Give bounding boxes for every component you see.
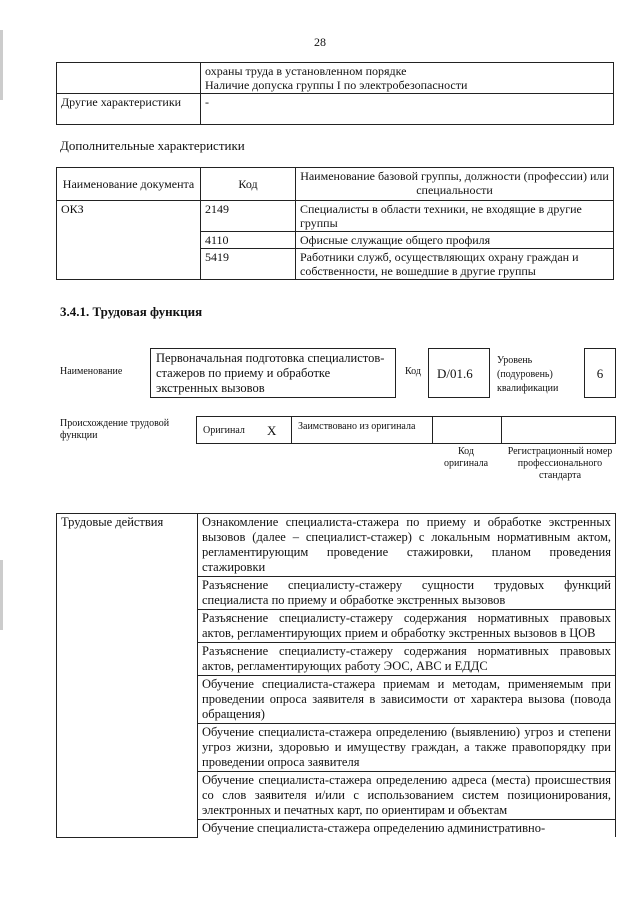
section-title: 3.4.1. Трудовая функция bbox=[60, 304, 203, 319]
header-doc: Наименование документа bbox=[57, 168, 201, 201]
labor-action: Обучение специалиста-стажера определению административно- bbox=[198, 820, 616, 838]
labor-action: Обучение специалиста-стажера определению (выявлению) угроз и степени угроз жизни, здоровью и имуществу граждан, а также правопорядку при проведении опроса заявителя bbox=[198, 724, 616, 772]
qualification-level: 6 bbox=[584, 348, 616, 398]
code-original-cell bbox=[432, 416, 502, 444]
header-name: Наименование базовой группы, должности (профессии) или специальности bbox=[296, 168, 614, 201]
req-line: охраны труда в установленном порядке bbox=[205, 64, 407, 78]
name-label: Наименование bbox=[60, 366, 123, 377]
function-name: Первоначальная подготовка специалистов-стажеров по приему и обработке экстренных вызовов bbox=[150, 348, 396, 398]
labor-action: Разъяснение специалисту-стажеру сущности трудовых функций специалиста по приему и обработке экстренных вызовов bbox=[198, 577, 616, 610]
labor-action: Ознакомление специалиста-стажера по приему и обработке экстренных вызовов (далее – специалист-стажер) с локальным нормативным актом, регламентирующим проведение стажировки, планом проведения стажировки bbox=[198, 514, 616, 577]
requirements-table bbox=[56, 62, 614, 125]
labor-action: Обучение специалиста-стажера определению адреса (места) происшествия со слов заявителя и/или с использованием систем позиционирования, электронных и печатных карт, по ориентирам и объектам bbox=[198, 772, 616, 820]
reg-number-cell bbox=[501, 416, 616, 444]
labor-action: Разъяснение специалисту-стажеру содержания нормативных правовых актов, регламентирующих работу ЭОС, АВС и ЕДДС bbox=[198, 643, 616, 676]
origin-label: Происхождение трудовой функции bbox=[60, 418, 170, 441]
labor-actions-table bbox=[56, 513, 616, 838]
okz-name: Работники служб, осуществляющих охрану граждан и собственности, не вошедшие в другие группы bbox=[296, 249, 614, 280]
labor-action: Обучение специалиста-стажера приемам и методам, применяемым при проведении опроса заявителя в зависимости от характера вызова (повода обращения) bbox=[198, 676, 616, 724]
okz-code: 4110 bbox=[201, 232, 296, 249]
okz-table bbox=[56, 167, 614, 280]
other-characteristics-value: - bbox=[201, 94, 614, 125]
okz-code: 5419 bbox=[201, 249, 296, 280]
labor-actions-label: Трудовые действия bbox=[57, 514, 198, 838]
function-code: D/01.6 bbox=[428, 348, 490, 398]
code-original-caption: Код оригинала bbox=[443, 446, 489, 469]
original-label: Оригинал bbox=[203, 425, 245, 436]
code-label: Код bbox=[405, 366, 421, 377]
borrowed-label: Заимствовано из оригинала bbox=[298, 421, 416, 432]
okz-name: Специалисты в области техники, не входящие в другие группы bbox=[296, 201, 614, 232]
labor-action: Разъяснение специалисту-стажеру содержания нормативных правовых актов, регламентирующих прием и обработку экстренных вызовов в ЦОВ bbox=[198, 610, 616, 643]
level-label: Уровень (подуровень) квалификации bbox=[497, 355, 559, 394]
other-characteristics-label: Другие характеристики bbox=[57, 94, 201, 125]
original-mark: X bbox=[267, 423, 277, 438]
additional-heading: Дополнительные характеристики bbox=[60, 138, 245, 153]
page-number: 28 bbox=[314, 35, 326, 49]
original-cell bbox=[196, 416, 292, 444]
binder-mark bbox=[0, 560, 3, 630]
borrowed-cell bbox=[291, 416, 433, 444]
okz-doc: ОКЗ bbox=[57, 201, 201, 280]
header-code: Код bbox=[201, 168, 296, 201]
reg-number-caption: Регистрационный номер профессионального стандарта bbox=[507, 446, 613, 481]
okz-name: Офисные служащие общего профиля bbox=[296, 232, 614, 249]
okz-code: 2149 bbox=[201, 201, 296, 232]
req-line: Наличие допуска группы I по электробезопасности bbox=[205, 78, 468, 92]
